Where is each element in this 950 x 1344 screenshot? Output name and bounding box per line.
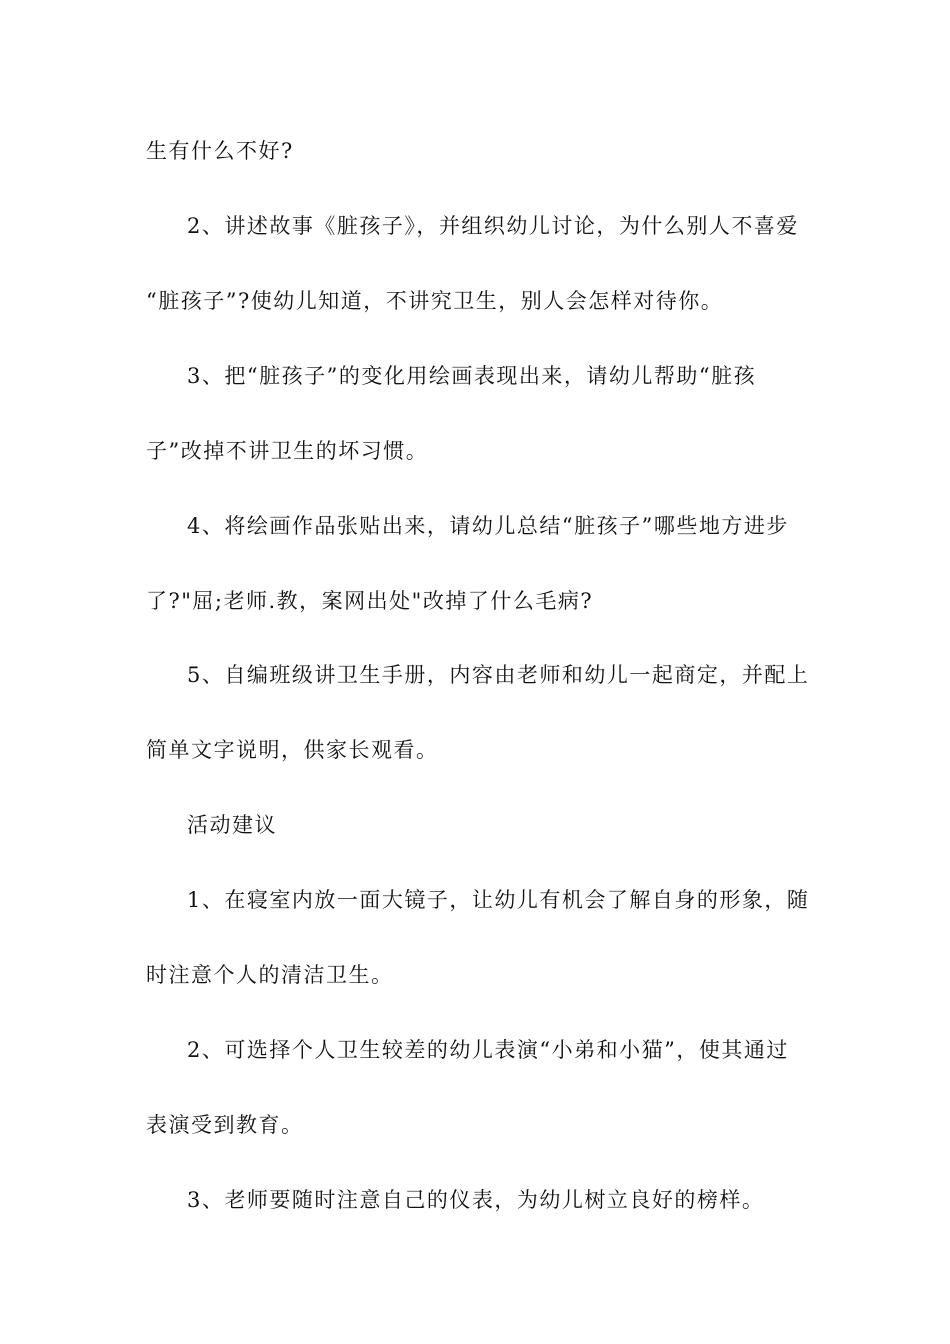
paragraph-line: 5、自编班级讲卫生手册，内容由老师和幼儿一起商定，并配上 <box>187 663 810 687</box>
paragraph-line: 子”改掉不讲卫生的坏习惯。 <box>146 439 429 463</box>
paragraph-line: 4、将绘画作品张贴出来，请幼儿总结“脏孩子”哪些地方进步 <box>187 514 789 538</box>
paragraph-line: 简单文字说明，供家长观看。 <box>146 738 439 762</box>
paragraph-line: 1、在寝室内放一面大镜子，让幼儿有机会了解自身的形象，随 <box>187 888 810 912</box>
paragraph-line: 表演受到教育。 <box>146 1113 304 1137</box>
paragraph-line: 时注意个人的清洁卫生。 <box>146 963 394 987</box>
section-heading: 活动建议 <box>187 813 277 837</box>
paragraph-line: “脏孩子”?使幼儿知道，不讲究卫生，别人会怎样对待你。 <box>146 289 724 313</box>
paragraph-line: 2、可选择个人卫生较差的幼儿表演“小弟和小猫”，使其通过 <box>187 1038 789 1062</box>
paragraph-line: 2、讲述故事《脏孩子》，并组织幼儿讨论，为什么别人不喜爱 <box>187 214 799 238</box>
paragraph-line: 了?"屈;老师.教，案网出处"改掉了什么毛病? <box>146 589 594 613</box>
paragraph-line: 生有什么不好? <box>146 139 294 163</box>
paragraph-line: 3、把“脏孩子”的变化用绘画表现出来，请幼儿帮助“脏孩 <box>187 364 757 388</box>
paragraph-line: 3、老师要随时注意自己的仪表，为幼儿树立良好的榜样。 <box>187 1188 765 1212</box>
